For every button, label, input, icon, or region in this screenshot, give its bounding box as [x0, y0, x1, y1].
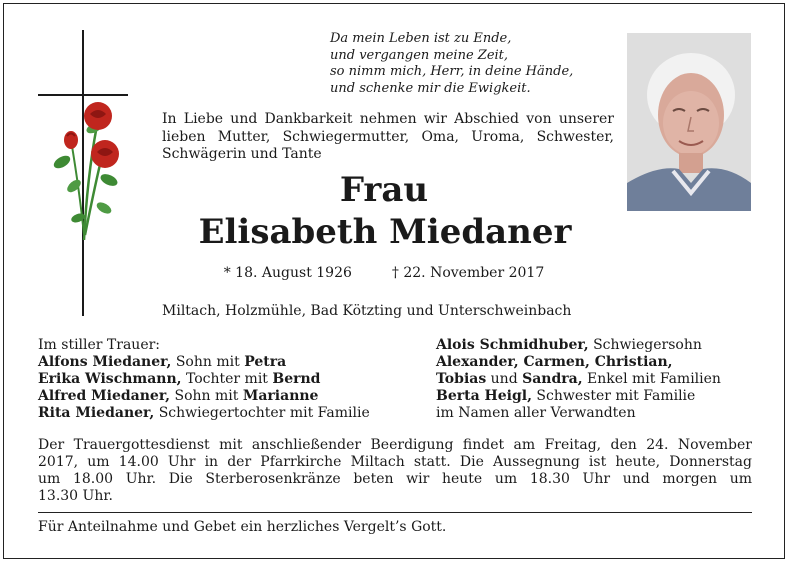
- mourner-row: Rita Miedaner, Schwiegertochter mit Familie: [38, 405, 370, 421]
- service-line: 13.30 Uhr.: [38, 488, 113, 504]
- mourner-row: Berta Heigl, Schwester mit Familie: [436, 388, 696, 404]
- birth-date: * 18. August 1926: [223, 265, 352, 281]
- deceased-name: Elisabeth Miedaner: [198, 212, 572, 252]
- poem-line: so nimm mich, Herr, in deine Hände,: [330, 64, 574, 79]
- poem-line: und vergangen meine Zeit,: [330, 47, 509, 63]
- life-dates: [160, 264, 608, 282]
- places: Miltach, Holzmühle, Bad Kötzting und Unterschweinbach: [162, 303, 572, 319]
- mourner-row: Alexander, Carmen, Christian,: [436, 354, 673, 370]
- poem: [330, 31, 620, 97]
- death-date: † 22. November 2017: [391, 265, 545, 281]
- mourners-left: [38, 337, 428, 422]
- mourner-row: Erika Wischmann, Tochter mit Bernd: [38, 371, 321, 387]
- divider: [38, 512, 752, 513]
- service-info: [38, 437, 752, 505]
- service-line: 2017, um 14.00 Uhr in der Pfarrkirche Miltach statt. Die Aussegnung ist heute, Donnerstag: [38, 454, 752, 470]
- portrait-photo: [627, 33, 751, 211]
- service-line: um 18.00 Uhr. Die Sterberosenkränze beten wir heute um 18.30 Uhr und morgen um: [38, 471, 752, 487]
- mourner-row: Alfons Miedaner, Sohn mit Petra: [38, 354, 287, 370]
- mourner-row: Alfred Miedaner, Sohn mit Marianne: [38, 388, 319, 404]
- mourners-heading: Im stiller Trauer:: [38, 337, 161, 353]
- mourner-row: im Namen aller Verwandten: [436, 405, 636, 421]
- mourner-row: Alois Schmidhuber, Schwiegersohn: [436, 337, 702, 353]
- thanks-text: Für Anteilnahme und Gebet ein herzliches Vergelt’s Gott.: [38, 519, 447, 535]
- poem-line: und schenke mir die Ewigkeit.: [330, 80, 531, 96]
- cross-with-roses-icon: [38, 30, 138, 320]
- intro-text: In Liebe und Dankbarkeit nehmen wir Abschied von unserer lieben Mutter, Schwiegermutter, Oma, Uroma, Schwester, Schwägerin und Tante: [162, 111, 614, 162]
- deceased-salutation: Frau: [339, 170, 429, 210]
- mourners-right: [436, 337, 766, 422]
- service-line: Der Trauergottesdienst mit anschließender Beerdigung findet am Freitag, den 24. November: [38, 437, 752, 453]
- mourner-row: Tobias und Sandra, Enkel mit Familien: [436, 371, 721, 387]
- poem-line: Da mein Leben ist zu Ende,: [330, 31, 512, 46]
